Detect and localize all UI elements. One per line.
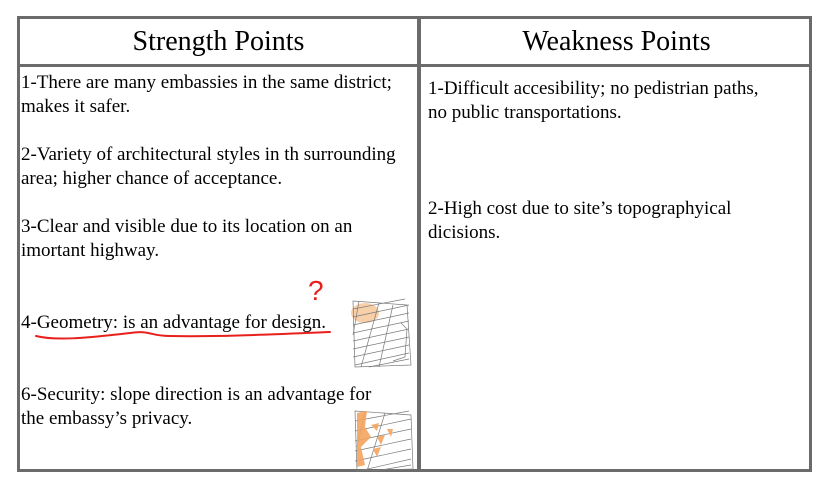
site-sketch-security: [351, 407, 415, 473]
strength-weakness-table: [17, 16, 812, 472]
strength-item-4: 4-Geometry: is an advantage for design.: [21, 312, 326, 333]
strength-item-5: 6-Security: slope direction is an advantage for the embassy’s privacy.: [21, 384, 372, 429]
strength-item-3: 3-Clear and visible due to its location on an imortant highway.: [21, 216, 353, 261]
site-sketch-geometry: [349, 295, 413, 371]
header-divider: [20, 64, 809, 67]
question-mark: ?: [308, 275, 324, 306]
column-divider: [417, 19, 421, 469]
weakness-heading: Weakness Points: [522, 25, 711, 57]
weakness-item-1: 1-Difficult accesibility; no pedistrian paths, no public transportations.: [428, 78, 759, 123]
weakness-item-2: 2-High cost due to site’s topographyical dicisions.: [428, 198, 732, 243]
strength-heading: Strength Points: [132, 25, 305, 57]
strength-item-1: 1-There are many embassies in the same district; makes it safer.: [21, 72, 392, 117]
strength-item-2: 2-Variety of architectural styles in th surrounding area; higher chance of acceptance.: [21, 144, 396, 189]
